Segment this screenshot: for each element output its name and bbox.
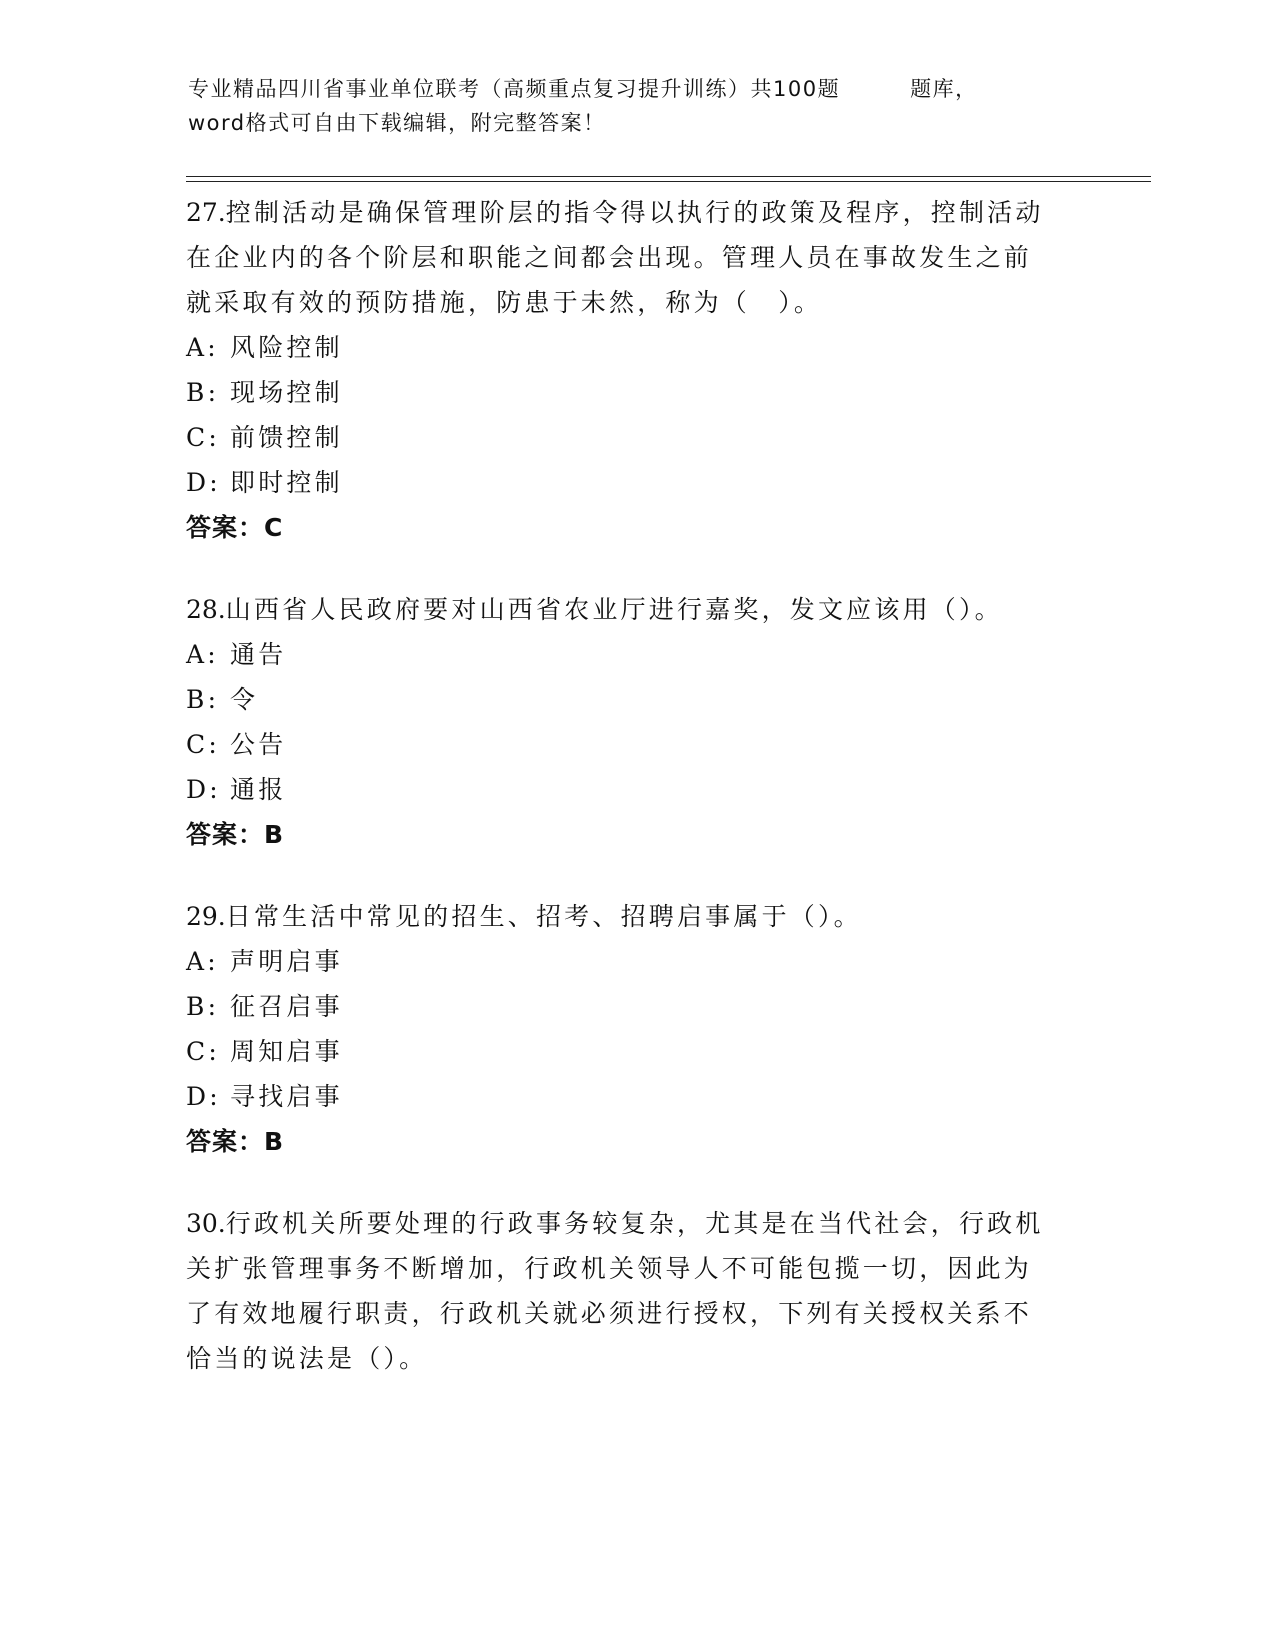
document-header [188, 72, 1068, 140]
option-b: B: 现场控制 [186, 378, 343, 407]
header-title-tail: 题库， [910, 77, 978, 101]
option-d: D: 寻找启事 [186, 1082, 343, 1111]
question-29 [186, 894, 1076, 1164]
option-c: C: 周知启事 [186, 1037, 343, 1066]
answer: 答案：B [186, 820, 285, 849]
option-c: C: 公告 [186, 730, 287, 759]
question-text-line: 就采取有效的预防措施，防患于未然，称为（ ）。 [186, 288, 823, 317]
question-text-line: 29.日常生活中常见的招生、招考、招聘启事属于（）。 [186, 902, 862, 931]
option-a: A: 风险控制 [186, 333, 343, 362]
question-number: 30. [186, 1209, 226, 1238]
option-a: A: 声明启事 [186, 947, 343, 976]
option-a: A: 通告 [186, 640, 287, 669]
header-divider-top [186, 176, 1151, 177]
answer: 答案：C [186, 513, 284, 542]
question-text-line: 了有效地履行职责，行政机关就必须进行授权，下列有关授权关系不 [186, 1299, 1033, 1328]
question-text-line: 关扩张管理事务不断增加，行政机关领导人不可能包揽一切，因此为 [186, 1254, 1033, 1283]
header-divider-bottom [186, 181, 1151, 182]
question-30 [186, 1201, 1076, 1381]
option-d: D: 即时控制 [186, 468, 343, 497]
header-line-2: word格式可自由下载编辑，附完整答案！ [188, 111, 606, 135]
question-27 [186, 190, 1076, 550]
option-b: B: 征召启事 [186, 992, 343, 1021]
answer: 答案：B [186, 1127, 285, 1156]
question-text-line: 28.山西省人民政府要对山西省农业厅进行嘉奖，发文应该用（）。 [186, 595, 1003, 624]
question-text-line: 30.行政机关所要处理的行政事务较复杂，尤其是在当代社会，行政机 [186, 1209, 1044, 1238]
question-list [186, 190, 1076, 1418]
header-line-1 [188, 72, 1068, 106]
option-b: B: 令 [186, 685, 259, 714]
question-text-line: 27.控制活动是确保管理阶层的指令得以执行的政策及程序，控制活动 [186, 198, 1044, 227]
option-d: D: 通报 [186, 775, 287, 804]
option-c: C: 前馈控制 [186, 423, 343, 452]
question-number: 27. [186, 198, 226, 227]
question-28 [186, 587, 1076, 857]
question-number: 28. [186, 595, 226, 624]
question-text-line: 恰当的说法是（）。 [186, 1344, 428, 1373]
header-title: 专业精品四川省事业单位联考（高频重点复习提升训练）共100题 [188, 77, 841, 101]
question-text-line: 在企业内的各个阶层和职能之间都会出现。管理人员在事故发生之前 [186, 243, 1033, 272]
question-number: 29. [186, 902, 226, 931]
